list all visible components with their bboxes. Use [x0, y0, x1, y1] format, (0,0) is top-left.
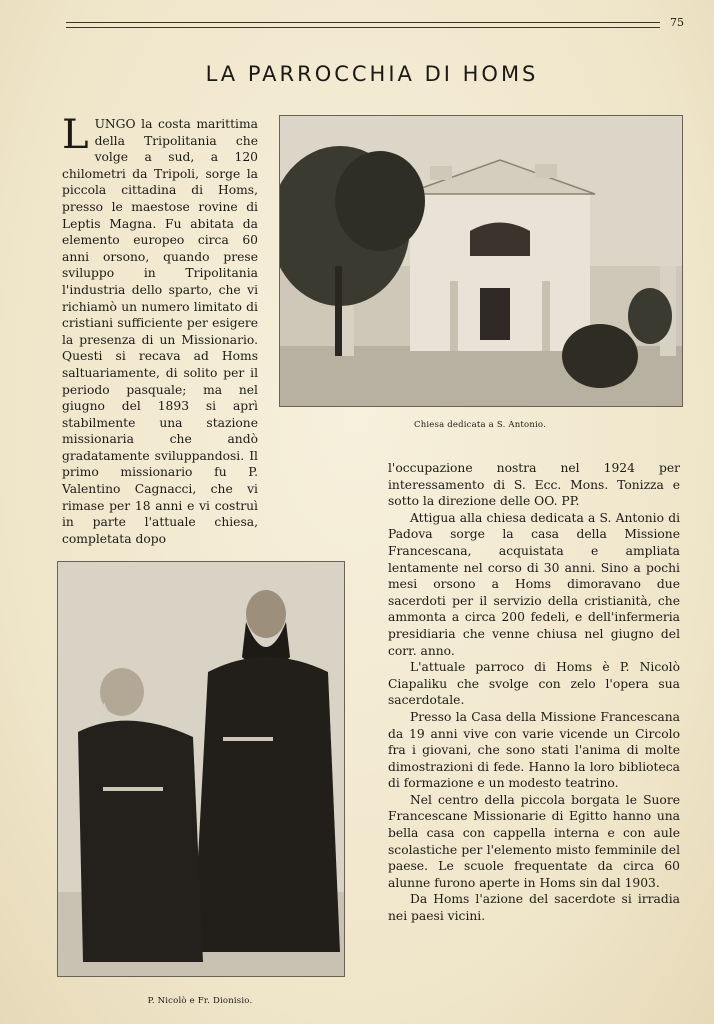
paragraph: l'occupazione nostra nel 1924 per interessamento di S. Ecc. Mons. Tonizza e sotto la direzione delle OO. PP.: [388, 461, 680, 509]
church-photo: [279, 115, 683, 407]
paragraph: Presso la Casa della Missione Francescana da 19 anni vive con varie vicende un Circolo fra i giovani, che sono stati l'anima di molte dimostrazioni di fede. Hanno la loro biblioteca di formazione e un modesto teatrino.: [388, 709, 680, 791]
article-title: LA PARROCCHIA DI HOMS: [205, 62, 539, 86]
intro-text: UNGO la costa marittima della Tripolitania che volge a sud, a 120 chilometri da Tripoli, sorge la piccola cittadina di Homs, presso le maestose rovine di Leptis Magna. Fu abitata da elemento europeo circa 60 anni orsono, quando prese sviluppo in Tripolitania l'industria dello sparto, che vi richiamò un numero limitato di cristiani sufficiente per esigere la presenza di un Missionario. Questi si recava ad Homs saltuariamente, di solito per il periodo pasquale; ma nel giugno del 1893 si aprì stabilmente una stazione missionaria che andò gradatamente sviluppandosi. Il primo missionario fu P. Valentino Cagnacci, che vi rimase per 18 anni e vi costruì in parte l'attuale chiesa, completata dopo: [62, 117, 258, 546]
right-column: [388, 460, 680, 925]
paragraph: Da Homs l'azione del sacerdote si irradia nei paesi vicini.: [388, 892, 680, 924]
paragraph: Attigua alla chiesa dedicata a S. Antonio di Padova sorge la casa della Missione Francescana, acquistata e ampliata lentamente nel corso di 30 anni. Sino a pochi mesi orsono a Homs dimoravano due sacerdoti per il servizio della cristianità, che ammonta a circa 200 fedeli, e dell'infermeria presidiaria che venne chiusa nel giugno del corr. anno.: [388, 510, 680, 658]
friars-caption: P. Nicolò e Fr. Dionisio.: [147, 996, 253, 1006]
friars-photo: [57, 561, 345, 977]
church-caption: Chiesa dedicata a S. Antonio.: [413, 420, 546, 430]
paragraph: Nel centro della piccola borgata le Suore Francescane Missionarie di Egitto hanno una bella casa con cappella interna e con aule scolastiche per l'elemento misto femminile del paese. Le scuole frequentate da circa 60 alunne furono aperte in Homs sin dal 1903.: [388, 792, 680, 890]
drop-cap: L: [62, 112, 89, 158]
header-rule: [66, 22, 660, 28]
page-number: 75: [670, 16, 684, 29]
intro-paragraph: [62, 112, 258, 547]
paragraph: L'attuale parroco di Homs è P. Nicolò Ciapaliku che svolge con zelo l'opera sua sacerdotale.: [388, 660, 680, 708]
intro-column: [62, 112, 258, 547]
